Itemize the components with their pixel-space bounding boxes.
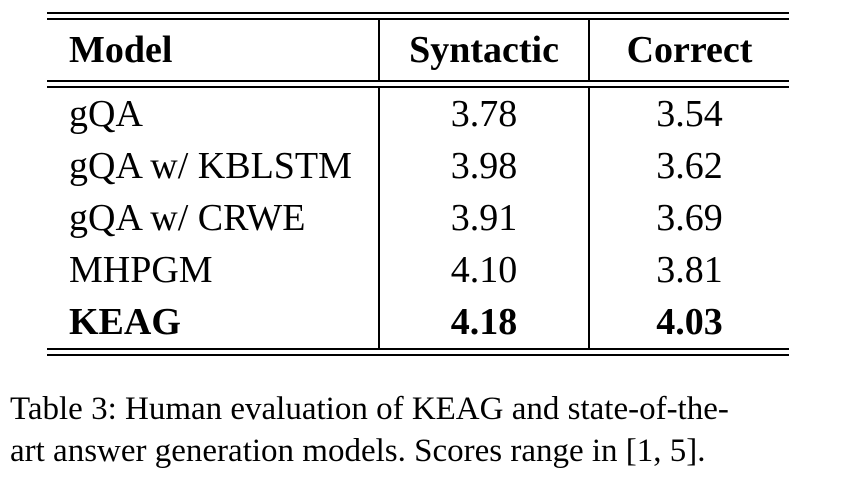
header-correct: Correct	[626, 29, 753, 71]
row-correct-cell: 3.62	[656, 145, 723, 187]
row-model-cell: gQA w/ KBLSTM	[69, 145, 352, 187]
results-table	[47, 20, 789, 80]
caption-line-1: Table 3: Human evaluation of KEAG and state-of-the-	[10, 391, 729, 427]
row-model-cell: MHPGM	[69, 249, 213, 291]
table-bottom-double-rule	[47, 348, 789, 356]
header-model: Model	[69, 29, 173, 71]
row-syntactic-cell: 3.78	[379, 88, 589, 140]
caption-line-2: art answer generation models. Scores range in [1, 5].	[10, 433, 706, 469]
table-header-double-rule	[47, 80, 789, 88]
row-model-cell: gQA	[69, 93, 143, 135]
table-row	[47, 244, 789, 296]
table-caption	[10, 388, 840, 472]
row-correct-cell: 4.03	[656, 301, 723, 343]
results-table-container	[47, 12, 789, 356]
row-syntactic-cell: 3.98	[379, 140, 589, 192]
table-row	[47, 140, 789, 192]
table-header-row	[47, 20, 789, 80]
row-correct-cell: 3.69	[656, 197, 723, 239]
table-row	[47, 192, 789, 244]
row-syntactic-cell: 4.10	[379, 244, 589, 296]
table-top-double-rule	[47, 12, 789, 20]
row-correct-cell: 3.54	[656, 93, 723, 135]
row-syntactic-cell: 4.18	[379, 296, 589, 348]
header-syntactic: Syntactic	[379, 20, 589, 80]
row-model-cell: KEAG	[69, 301, 181, 343]
row-correct-cell: 3.81	[656, 249, 723, 291]
table-row-best	[47, 296, 789, 348]
row-syntactic-cell: 3.91	[379, 192, 589, 244]
results-table-body	[47, 88, 789, 348]
table-row	[47, 88, 789, 140]
row-model-cell: gQA w/ CRWE	[69, 197, 306, 239]
